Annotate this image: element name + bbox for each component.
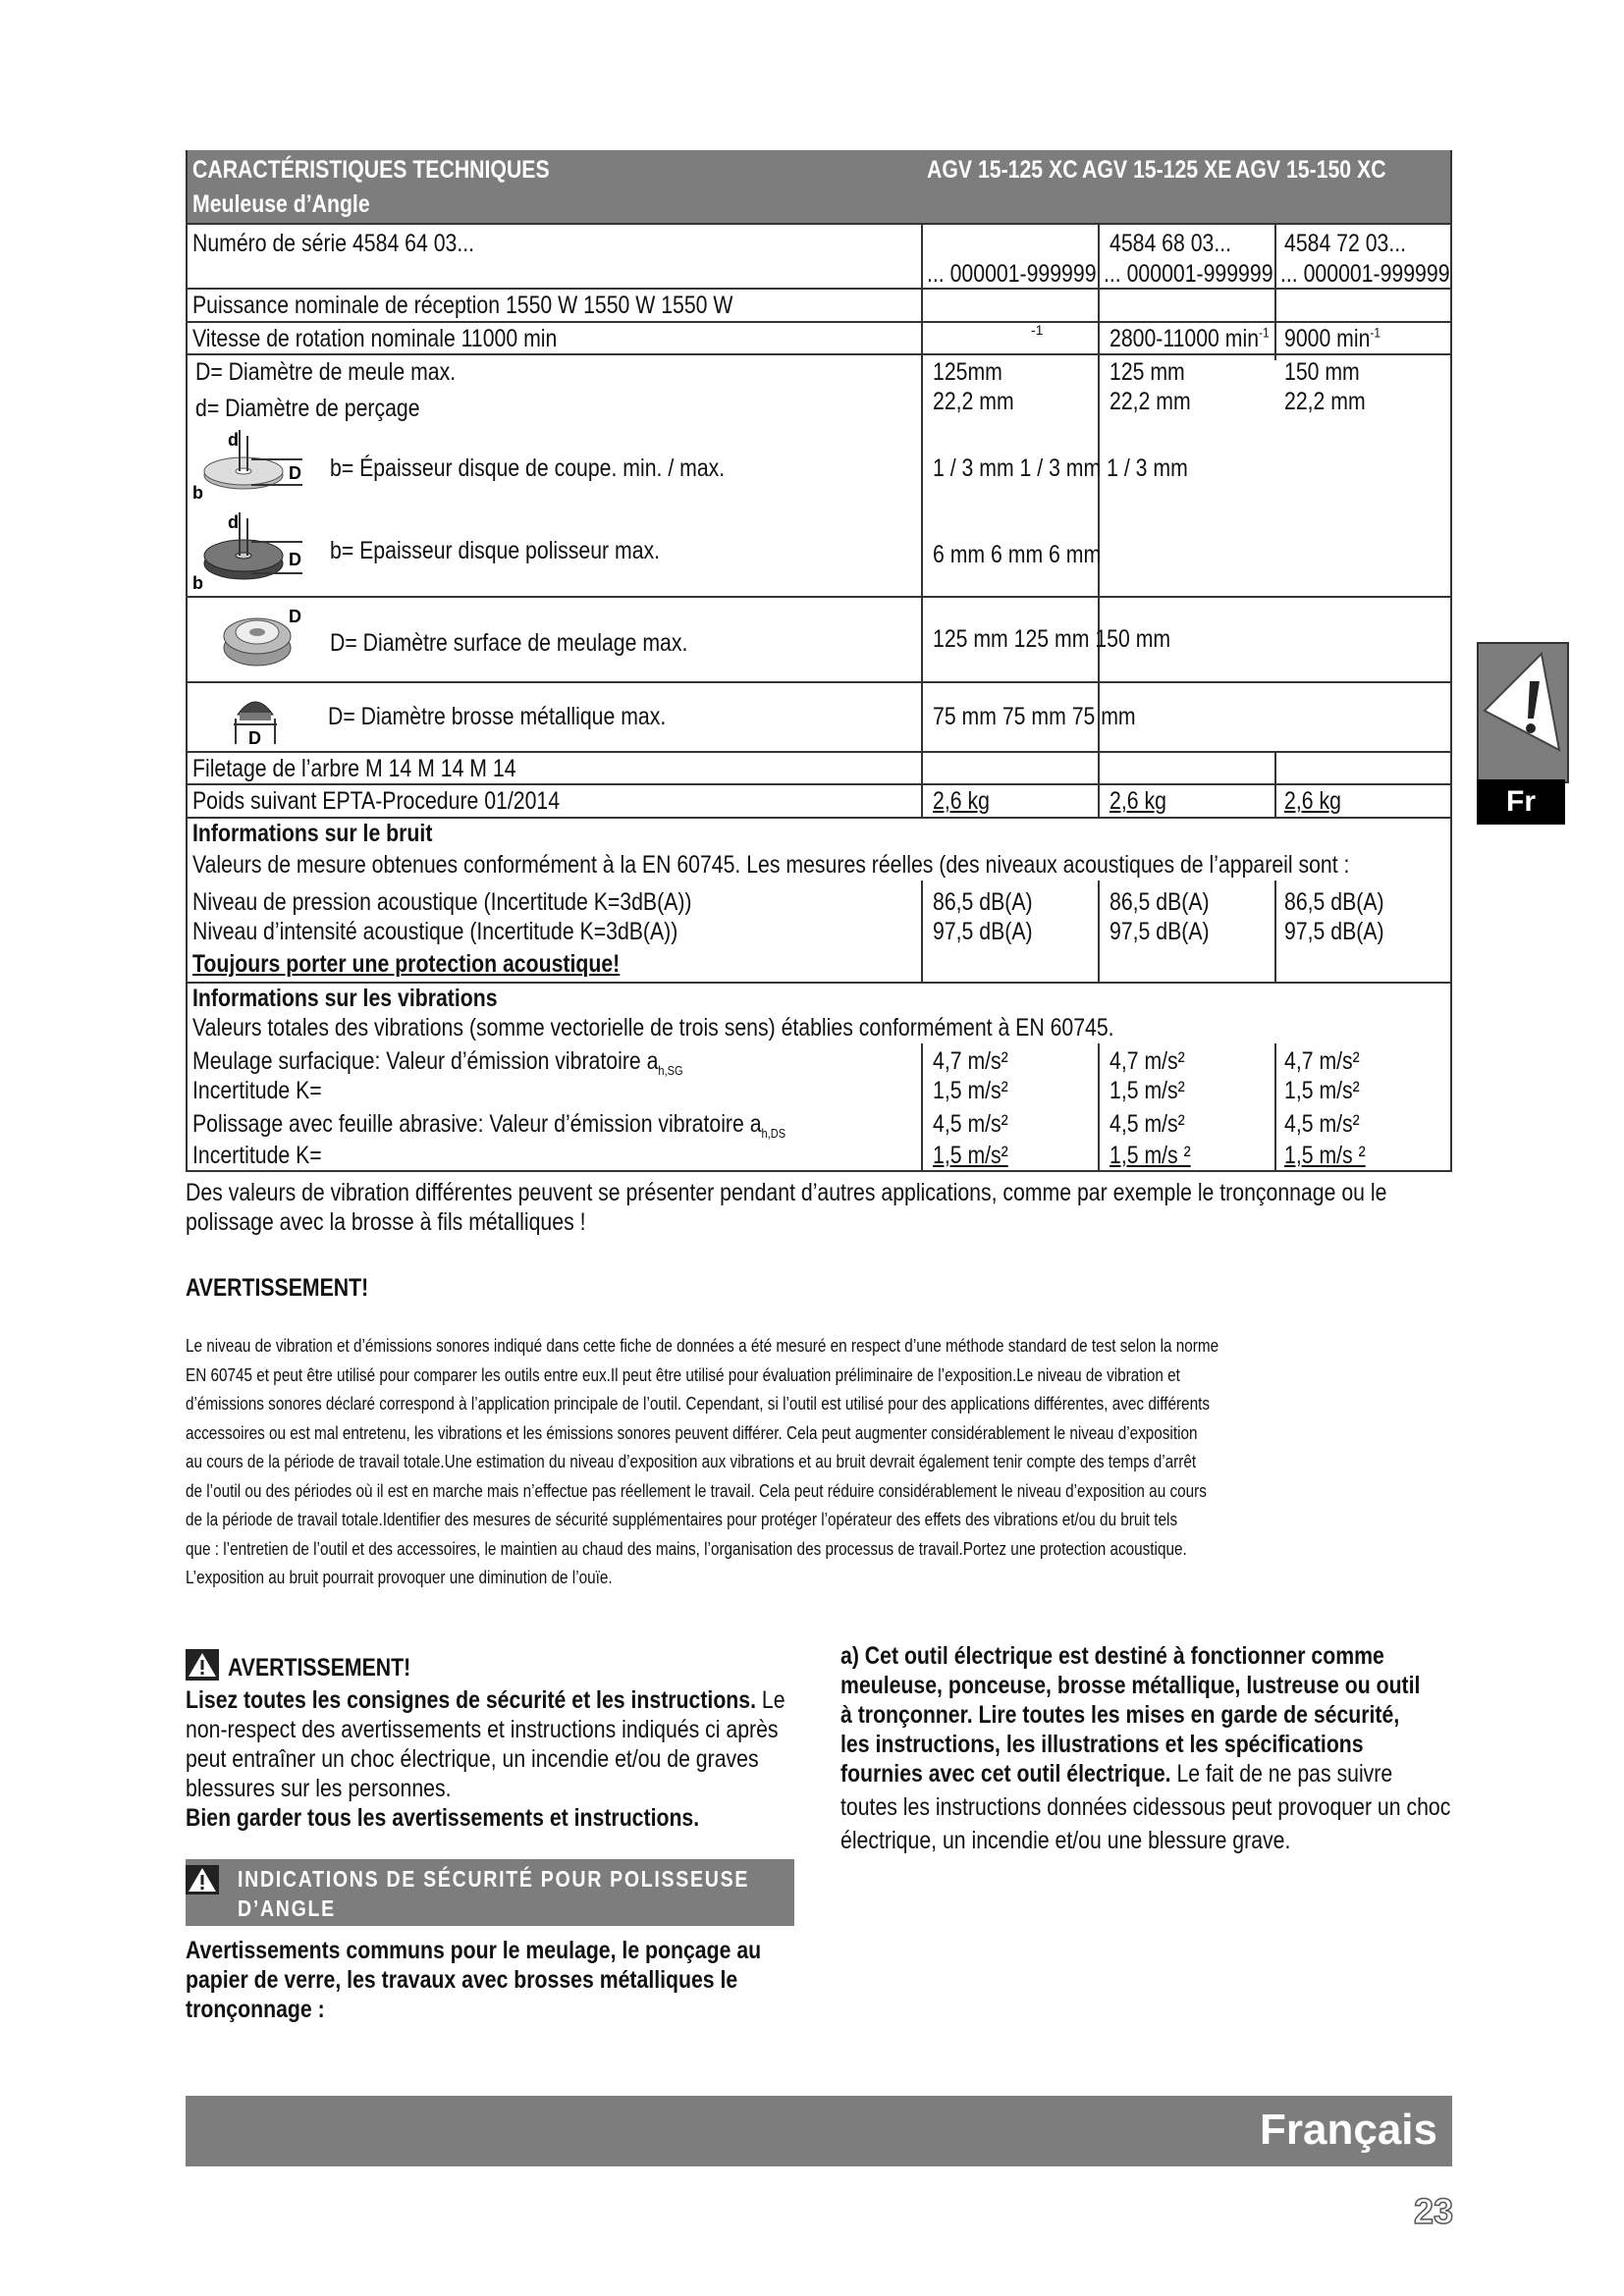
vib-uncert-label-2: Incertitude K= bbox=[192, 1142, 322, 1169]
language-tab-label: Fr bbox=[1506, 785, 1536, 818]
polishing-disc-icon bbox=[192, 512, 306, 591]
intensity-2: 97,5 dB(A) bbox=[1110, 918, 1210, 945]
vib-uncert-label-1: Incertitude K= bbox=[192, 1077, 322, 1104]
serial-range-1: ... 000001-999999 bbox=[927, 260, 1097, 288]
polish-disc-label: b= Epaisseur disque polisseur max. bbox=[330, 537, 661, 564]
footer-language: Français bbox=[1260, 2106, 1437, 2154]
vib-sand-1: 4,5 m/s² bbox=[933, 1110, 1008, 1138]
dmax-1: 125mm bbox=[933, 358, 1002, 386]
note-line: Des valeurs de vibration différentes peuvent se présenter pendant d’autres applications, comme par exemple le tronçonnage ou le bbox=[186, 1179, 1387, 1206]
surface-values: 125 mm 125 mm 150 mm bbox=[933, 625, 1171, 653]
bore-label: d= Diamètre de perçage bbox=[195, 395, 420, 422]
svg-text:d: d bbox=[228, 512, 239, 532]
pressure-label: Niveau de pression acoustique (Incertitude K=3dB(A)) bbox=[192, 888, 692, 916]
svg-text:d: d bbox=[228, 430, 239, 450]
pressure-3: 86,5 dB(A) bbox=[1284, 888, 1384, 916]
vib-unc1-2: 1,5 m/s² bbox=[1110, 1077, 1185, 1104]
warning-paragraph bbox=[186, 1332, 1401, 1593]
serial-top-2: 4584 68 03... bbox=[1110, 230, 1232, 257]
serial-range-2: ... 000001-999999 bbox=[1104, 260, 1273, 288]
vib-unc2-1: 1,5 m/s² bbox=[933, 1142, 1008, 1169]
vib-unc2-2: 1,5 m/s ² bbox=[1110, 1142, 1191, 1169]
bore-1: 22,2 mm bbox=[933, 388, 1014, 415]
warning-line: accessoires ou est mal entretenu, les vibrations et les émissions sonores peuvent différer. Cela peut augmenter considérablement le niveau d’exposition bbox=[186, 1422, 1198, 1443]
vib-surf-1: 4,7 m/s² bbox=[933, 1047, 1008, 1075]
intensity-label: Niveau d’intensité acoustique (Incertitude K=3dB(A)) bbox=[192, 918, 678, 945]
model-header-2: AGV 15-125 XE bbox=[1082, 156, 1232, 184]
note-line: polissage avec la brosse à fils métalliques ! bbox=[186, 1208, 586, 1236]
warning-line: Le niveau de vibration et d’émissions sonores indiqué dans cette fiche de données a été mesuré en respect d’une méthode standard de test selon la norme bbox=[186, 1336, 1219, 1356]
svg-text:b: b bbox=[192, 573, 203, 591]
vib-unc1-1: 1,5 m/s² bbox=[933, 1077, 1008, 1104]
warning-line: au cours de la période de travail totale.Une estimation du niveau d’exposition aux vibrations et au bruit devrait également tenir compte des temps d’arrêt bbox=[186, 1452, 1197, 1471]
warning-line: de la période de travail totale.Identifier des mesures de sécurité supplémentaires pour protéger l’opérateur des effets des vibrations et/ou du bruit tels bbox=[186, 1510, 1178, 1529]
keep-instructions: Bien garder tous les avertissements et instructions. bbox=[186, 1804, 700, 1832]
table-title: CARACTÉRISTIQUES TECHNIQUES bbox=[192, 156, 550, 184]
polish-disc-values: 6 mm 6 mm 6 mm bbox=[933, 541, 1102, 568]
vibration-title: Informations sur les vibrations bbox=[192, 985, 498, 1012]
page-number: 23 bbox=[1413, 2191, 1453, 2231]
noise-intro: Valeurs de mesure obtenues conformément à la EN 60745. Les mesures réelles (des niveaux acoustiques de l’appareil sont : bbox=[192, 851, 1350, 879]
intensity-1: 97,5 dB(A) bbox=[933, 918, 1033, 945]
cut-disc-label: b= Épaisseur disque de coupe. min. / max. bbox=[330, 454, 726, 482]
weight-2: 2,6 kg bbox=[1110, 787, 1166, 815]
bore-2: 22,2 mm bbox=[1110, 388, 1191, 415]
weight-label: Poids suivant EPTA-Procedure 01/2014 bbox=[192, 787, 561, 815]
left-column-text: Lisez toutes les consignes de sécurité et les instructions. Le non-respect des avertissements et instructions indiqués ci après peut entraîner un choc électrique, un incendie et/ou de graves blessures sur les personnes. Bien garder tous les avertissements et instructions. bbox=[186, 1686, 785, 1832]
grinding-surface-icon bbox=[210, 601, 308, 675]
model-header-3: AGV 15-150 XC bbox=[1235, 156, 1386, 184]
power-row: Puissance nominale de réception 1550 W 1550 W 1550 W bbox=[192, 292, 733, 319]
vibration-note bbox=[186, 1178, 1598, 1237]
table-subtitle: Meuleuse d’Angle bbox=[192, 190, 370, 218]
intensity-3: 97,5 dB(A) bbox=[1284, 918, 1384, 945]
serial-label: Numéro de série 4584 64 03... bbox=[192, 230, 475, 257]
dmax-3: 150 mm bbox=[1284, 358, 1360, 386]
vib-unc1-3: 1,5 m/s² bbox=[1284, 1077, 1360, 1104]
brush-label: D= Diamètre brosse métallique max. bbox=[328, 703, 667, 730]
right-column-text: a) Cet outil électrique est destiné à fonctionner comme meuleuse, ponceuse, brosse métallique, lustreuse ou outil à tronçonner. Lire toutes les mises en garde de sécurité, les instructions, les illustrations et les spécifications fournies avec cet outil électrique. Le fait de ne pas suivre toutes les instructions données cidessous peut provoquer un choc électrique, un incendie et/ou une blessure grave. bbox=[840, 1642, 1451, 1854]
speed-2: 2800-11000 $\min^{-1}$ bbox=[1110, 324, 1270, 352]
vib-surf-3: 4,7 m/s² bbox=[1284, 1047, 1360, 1075]
exclamation-warning-icon bbox=[1483, 652, 1561, 754]
pressure-1: 86,5 dB(A) bbox=[933, 888, 1033, 916]
warning-heading: AVERTISSEMENT! bbox=[186, 1274, 369, 1302]
speed-row: Vitesse de rotation nominale 11000 min bbox=[192, 325, 558, 352]
warning-line: EN 60745 et peut être utilisé pour comparer les outils entre eux.Il peut être utilisé pour évaluation préliminaire de l’exposition.Le niveau de vibration et bbox=[186, 1364, 1180, 1385]
svg-text:D: D bbox=[289, 463, 301, 483]
warning-line: d’émissions sonores déclaré correspond à l’application principale de l’outil. Cependant, si l’outil est utilisé pour des applications différentes, avec différents bbox=[186, 1394, 1210, 1414]
warning-line: de l’outil ou des périodes où il est en marche mais n’effectue pas réellement le travail. Cela peut réduire considérablement le niveau d’exposition au cours bbox=[186, 1480, 1207, 1501]
banner-line-1: INDICATIONS DE SÉCURITÉ POUR POLISSEUSE bbox=[238, 1866, 750, 1892]
pressure-2: 86,5 dB(A) bbox=[1110, 888, 1210, 916]
wire-brush-icon bbox=[232, 685, 279, 748]
cut-disc-values: 1 / 3 mm 1 / 3 mm 1 / 3 mm bbox=[933, 454, 1188, 482]
hearing-protection-note: Toujours porter une protection acoustique! bbox=[192, 950, 621, 978]
svg-text:b: b bbox=[192, 483, 203, 503]
cutting-disc-icon bbox=[192, 430, 306, 505]
vib-sanding-label: Polissage avec feuille abrasive: Valeur d’émission vibratoire $a_{h,DS}$ bbox=[192, 1110, 786, 1141]
speed-sup-1: -1 bbox=[1031, 322, 1044, 338]
svg-text:D: D bbox=[248, 728, 261, 748]
model-header-1: AGV 15-125 XC bbox=[927, 156, 1078, 184]
thread-row: Filetage de l’arbre M 14 M 14 M 14 bbox=[192, 755, 516, 782]
vib-surf-2: 4,7 m/s² bbox=[1110, 1047, 1185, 1075]
dmax-label: D= Diamètre de meule max. bbox=[195, 358, 457, 386]
svg-text:D: D bbox=[289, 607, 301, 626]
vib-sand-2: 4,5 m/s² bbox=[1110, 1110, 1185, 1138]
dmax-2: 125 mm bbox=[1110, 358, 1185, 386]
noise-title: Informations sur le bruit bbox=[192, 820, 433, 847]
svg-text:D: D bbox=[289, 550, 301, 569]
read-instructions-bold: Lisez toutes les consignes de sécurité et les instructions. bbox=[186, 1686, 757, 1714]
weight-3: 2,6 kg bbox=[1284, 787, 1341, 815]
brush-values: 75 mm 75 mm 75 mm bbox=[933, 703, 1136, 730]
vib-surface-label: Meulage surfacique: Valeur d’émission vibratoire $a_{h,SG}$ bbox=[192, 1047, 683, 1078]
speed-3: 9000 $\min^{-1}$ bbox=[1284, 324, 1381, 352]
weight-1: 2,6 kg bbox=[933, 787, 990, 815]
bore-3: 22,2 mm bbox=[1284, 388, 1366, 415]
warning-triangle-icon bbox=[186, 1865, 219, 1895]
vib-sand-3: 4,5 m/s² bbox=[1284, 1110, 1360, 1138]
common-warnings-heading: Avertissements communs pour le meulage, le ponçage au papier de verre, les travaux avec brosses métalliques le tronçonnage : bbox=[186, 1937, 762, 2023]
banner-line-2: D’ANGLE bbox=[238, 1896, 336, 1921]
left-warning-title: AVERTISSEMENT! bbox=[228, 1654, 411, 1682]
warning-line: que : l’entretien de l’outil et des accessoires, le maintien au chaud des mains, l’organisation des processus de travail.Portez une protection acoustique. bbox=[186, 1538, 1187, 1559]
warning-line: L’exposition au bruit pourrait provoquer une diminution de l’ouïe. bbox=[186, 1568, 613, 1587]
surface-label: D= Diamètre surface de meulage max. bbox=[330, 629, 688, 657]
serial-range-3: ... 000001-999999 bbox=[1280, 260, 1450, 288]
vibration-intro: Valeurs totales des vibrations (somme vectorielle de trois sens) établies conformément à EN 60745. bbox=[192, 1014, 1114, 1041]
warning-triangle-icon bbox=[186, 1649, 219, 1681]
serial-top-3: 4584 72 03... bbox=[1284, 230, 1407, 257]
vib-unc2-3: 1,5 m/s ² bbox=[1284, 1142, 1366, 1169]
